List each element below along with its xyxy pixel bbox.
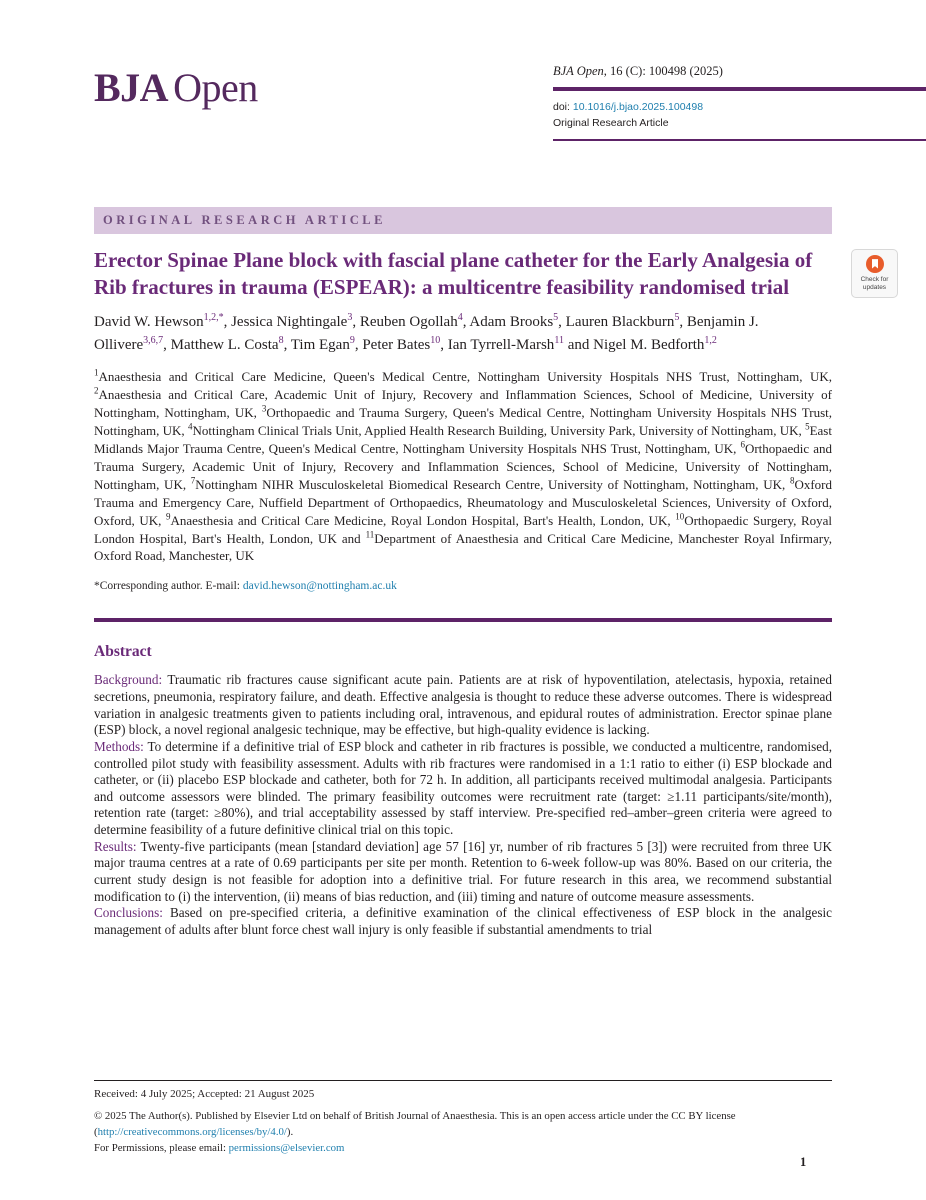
abstract-section-label: Methods: — [94, 738, 144, 754]
abstract-paragraph: Conclusions: Based on pre-specified criteria, a definitive examination of the clinical effectiveness of ESP block in the analgesic management of adults after blunt force chest wall injury is only feasible if substantial amendments to trial — [94, 905, 832, 937]
affiliation-number: 10 — [675, 511, 685, 522]
affiliation-text: Nottingham NIHR Musculoskeletal Biomedical Research Centre, University of Nottingham, Nottingham, UK, — [195, 476, 790, 492]
author-affiliation-ref: 4 — [457, 311, 463, 323]
abstract-heading: Abstract — [94, 643, 152, 661]
badge-line-2: updates — [862, 284, 887, 292]
permissions-text: For Permissions, please email: — [94, 1142, 229, 1155]
author-affiliation-ref: 8 — [278, 334, 284, 346]
citation-line — [553, 64, 926, 79]
doi-link[interactable]: 10.1016/j.bjao.2025.100498 — [572, 101, 704, 113]
check-for-updates-badge[interactable] — [851, 249, 898, 298]
journal-logo-open: Open — [173, 65, 258, 110]
abstract-body — [94, 672, 832, 938]
corresponding-email-link[interactable]: david.hewson@nottingham.ac.uk — [242, 580, 397, 593]
author-affiliation-ref: 9 — [349, 334, 355, 346]
author-name: Nigel M. Bedforth — [593, 336, 705, 353]
article-footer — [94, 1080, 832, 1154]
author-affiliation-ref: 3,6,7 — [143, 334, 164, 346]
author-affiliation-ref: 11 — [554, 334, 564, 346]
abstract-section-label: Conclusions: — [94, 905, 163, 921]
affiliation-text: Anaesthesia and Critical Care, Academic Unit of Injury, Recovery and Inflammation Sciences, School of Medicine, University of Nottingham, Nottingham, UK, — [94, 387, 832, 420]
abstract-section-label: Results: — [94, 838, 137, 854]
copyright-text: © 2025 The Author(s). Published by Elsevier Ltd on behalf of British Journal of Anaesthesia. This is an open access article under the CC BY license ( — [94, 1110, 736, 1138]
badge-line-1: Check for — [860, 276, 889, 283]
received-accepted-line: Received: 4 July 2025; Accepted: 21 August 2025 — [94, 1088, 315, 1100]
abstract-paragraph: Methods: To determine if a definitive trial of ESP block and catheter in rib fractures is possible, we conducted a multicentre, randomised, controlled pilot study with feasibility assessment. Adults with rib fractures were randomised in a 1:1 ratio to either (i) ESP blockade and catheter, or (ii) placebo ESP blockade and catheter, both for 72 h. In addition, all participants received multimodal analgesia. Participants and outcome assessors were blinded. The primary feasibility outcomes were recruitment rate (target: ≥1.11 participants/site/month), retention rate (target: ≥80%), and trial acceptability assessed by staff interview. Pre-specified red–amber–green criteria were agreed to determine feasibility of a future definitive clinical trial on this topic. — [94, 738, 832, 838]
article-type-label: Original Research Article — [553, 117, 669, 129]
author-affiliation-ref: 10 — [430, 334, 441, 346]
abstract-paragraph: Results: Twenty-five participants (mean [standard deviation] age 57 [16] yr, number of rib fractures 5 [3]) were recruited from three UK major trauma centres at a rate of 0.69 participants per site per month. Retention to 6-week follow-up was 80%. Based on our criteria, the current study design is not feasible for adoption into a definitive trial. For future research in this area, we recommend substantial modification to (i) the intervention, (ii) means of bias reduction, and (iii) timing and nature of outcome measure assessments. — [94, 838, 832, 904]
cc-license-link[interactable]: http://creativecommons.org/licenses/by/4.0/ — [97, 1125, 287, 1138]
author-affiliation-ref: 5 — [553, 311, 559, 323]
citation-block — [553, 64, 926, 141]
affiliation-number: 8 — [789, 475, 795, 486]
author-affiliation-ref: 3 — [347, 311, 353, 323]
article-type-banner — [94, 207, 832, 234]
affiliation-text: Department of Anaesthesia and Critical Care Medicine, Manchester Royal Infirmary, Oxford Road, Manchester, UK — [94, 530, 832, 564]
affiliation-number: 6 — [740, 439, 745, 450]
corresponding-author — [94, 580, 832, 592]
citation-volume-pages: , 16 (C): 100498 (2025) — [603, 64, 723, 78]
author-name: Peter Bates — [362, 336, 431, 353]
footer-rule — [94, 1080, 832, 1081]
abstract-paragraph: Background: Traumatic rib fractures cause significant acute pain. Patients are at risk of hypoventilation, atelectasis, hypoxia, retained secretions, pneumonia, respiratory failure, and death. Effective analgesia is thought to reduce these adverse outcomes. There is widespread variation in analgesic treatments given to patients including oral, intravenous, and epidural routes of administration. Erector spinae plane (ESP) block, a novel regional analgesic technique, may be effective, but high-quality evidence is lacking. — [94, 672, 832, 738]
banner-label: ORIGINAL RESEARCH ARTICLE — [103, 213, 386, 227]
author-name: Reuben Ogollah — [359, 313, 458, 330]
author-name: Ian Tyrrell-Marsh — [447, 336, 555, 353]
journal-logo-bja: BJA — [94, 65, 169, 110]
corresponding-prefix: *Corresponding author. E-mail: — [94, 580, 243, 593]
affiliation-number: 2 — [94, 385, 99, 396]
author-name: Jessica Nightingale — [231, 313, 348, 330]
journal-logo — [94, 64, 258, 111]
citation-journal-name: BJA Open — [553, 64, 604, 78]
author-name: Lauren Blackburn — [565, 313, 675, 330]
affiliation-text: Anaesthesia and Critical Care Medicine, Queen's Medical Centre, Nottingham University Hospitals NHS Trust, Nottingham, UK, — [98, 369, 832, 385]
author-list: David W. Hewson$^{1,2,*}$, Jessica Nightingale$^3$, Reuben Ogollah$^4$, Adam Brooks$^5$, Lauren Blackburn$^5$, Benjamin J. Ollivere$^{3,6,7}$, Matthew L. Costa$^8$, Tim Egan$^9$, Peter Bates$^{10}$, Ian Tyrrell-Marsh$^{11}$ and Nigel M. Bedforth$^{1,2}$ — [94, 311, 759, 353]
affiliation-number: 1 — [94, 367, 99, 378]
page-number: 1 — [800, 1155, 807, 1169]
author-name: Matthew L. Costa — [170, 336, 279, 353]
affiliation-text: Nottingham Clinical Trials Unit, Applied Health Research Building, University Park, University of Nottingham, UK, — [192, 422, 806, 438]
check-for-updates-label — [854, 276, 895, 293]
author-affiliation-ref: 1,2 — [704, 334, 717, 346]
copyright-line — [94, 1109, 832, 1140]
affiliation-text: Oxford Trauma and Emergency Care, Nuffield Department of Orthopaedics, Rheumatology and Musculoskeletal Sciences, University of Oxford, Oxford, UK, — [94, 476, 832, 528]
author-name: Tim Egan — [290, 336, 350, 353]
abstract-divider-rule — [94, 618, 832, 622]
author-affiliation-ref: 1,2,* — [203, 311, 224, 323]
affiliations — [94, 368, 832, 565]
affiliation-number: 3 — [261, 403, 267, 414]
author-name: Adam Brooks — [469, 313, 554, 330]
doi-label: doi: — [553, 101, 573, 113]
affiliation-text: Anaesthesia and Critical Care Medicine, Royal London Hospital, Bart's Health, London, UK, — [170, 512, 676, 528]
affiliation-number: 7 — [190, 475, 196, 486]
affiliation-number: 5 — [805, 421, 810, 432]
affiliation-number: 11 — [365, 529, 375, 540]
header-rule-thick — [553, 87, 926, 91]
article-title: Erector Spinae Plane block with fascial plane catheter for the Early Analgesia of Rib fractures in trauma (ESPEAR): a multicentre feasibility randomised trial — [94, 248, 813, 300]
author-name: Benjamin J. Ollivere — [94, 313, 759, 353]
article-content — [94, 207, 832, 938]
permissions-line — [94, 1142, 832, 1154]
affiliation-text: Orthopaedic Surgery, Royal London Hospital, Bart's Health, London, UK and — [94, 512, 832, 546]
affiliation-text: East Midlands Major Trauma Centre, Queen's Medical Centre, Nottingham University Hospitals NHS Trust, Nottingham, UK, — [94, 422, 832, 456]
crossmark-icon — [866, 255, 884, 273]
affiliation-text: Orthopaedic and Trauma Surgery, Academic Unit of Injury, Recovery and Inflammation Sciences, School of Medicine, University of Nottingham, Nottingham, UK, — [94, 440, 833, 492]
permissions-email-link[interactable]: permissions@elsevier.com — [228, 1142, 345, 1155]
abstract-section-label: Background: — [94, 672, 163, 688]
author-affiliation-ref: 5 — [674, 311, 680, 323]
affiliation-number: 4 — [187, 421, 193, 432]
doi-line — [553, 101, 926, 113]
affiliation-text: Orthopaedic and Trauma Surgery, Queen's Medical Centre, Nottingham University Hospitals NHS Trust, Nottingham, UK, — [94, 404, 832, 438]
author-name: David W. Hewson — [94, 313, 204, 330]
copyright-text-after: ). — [286, 1125, 294, 1138]
affiliation-number: 9 — [166, 511, 171, 522]
header-rule-thin — [553, 139, 926, 141]
